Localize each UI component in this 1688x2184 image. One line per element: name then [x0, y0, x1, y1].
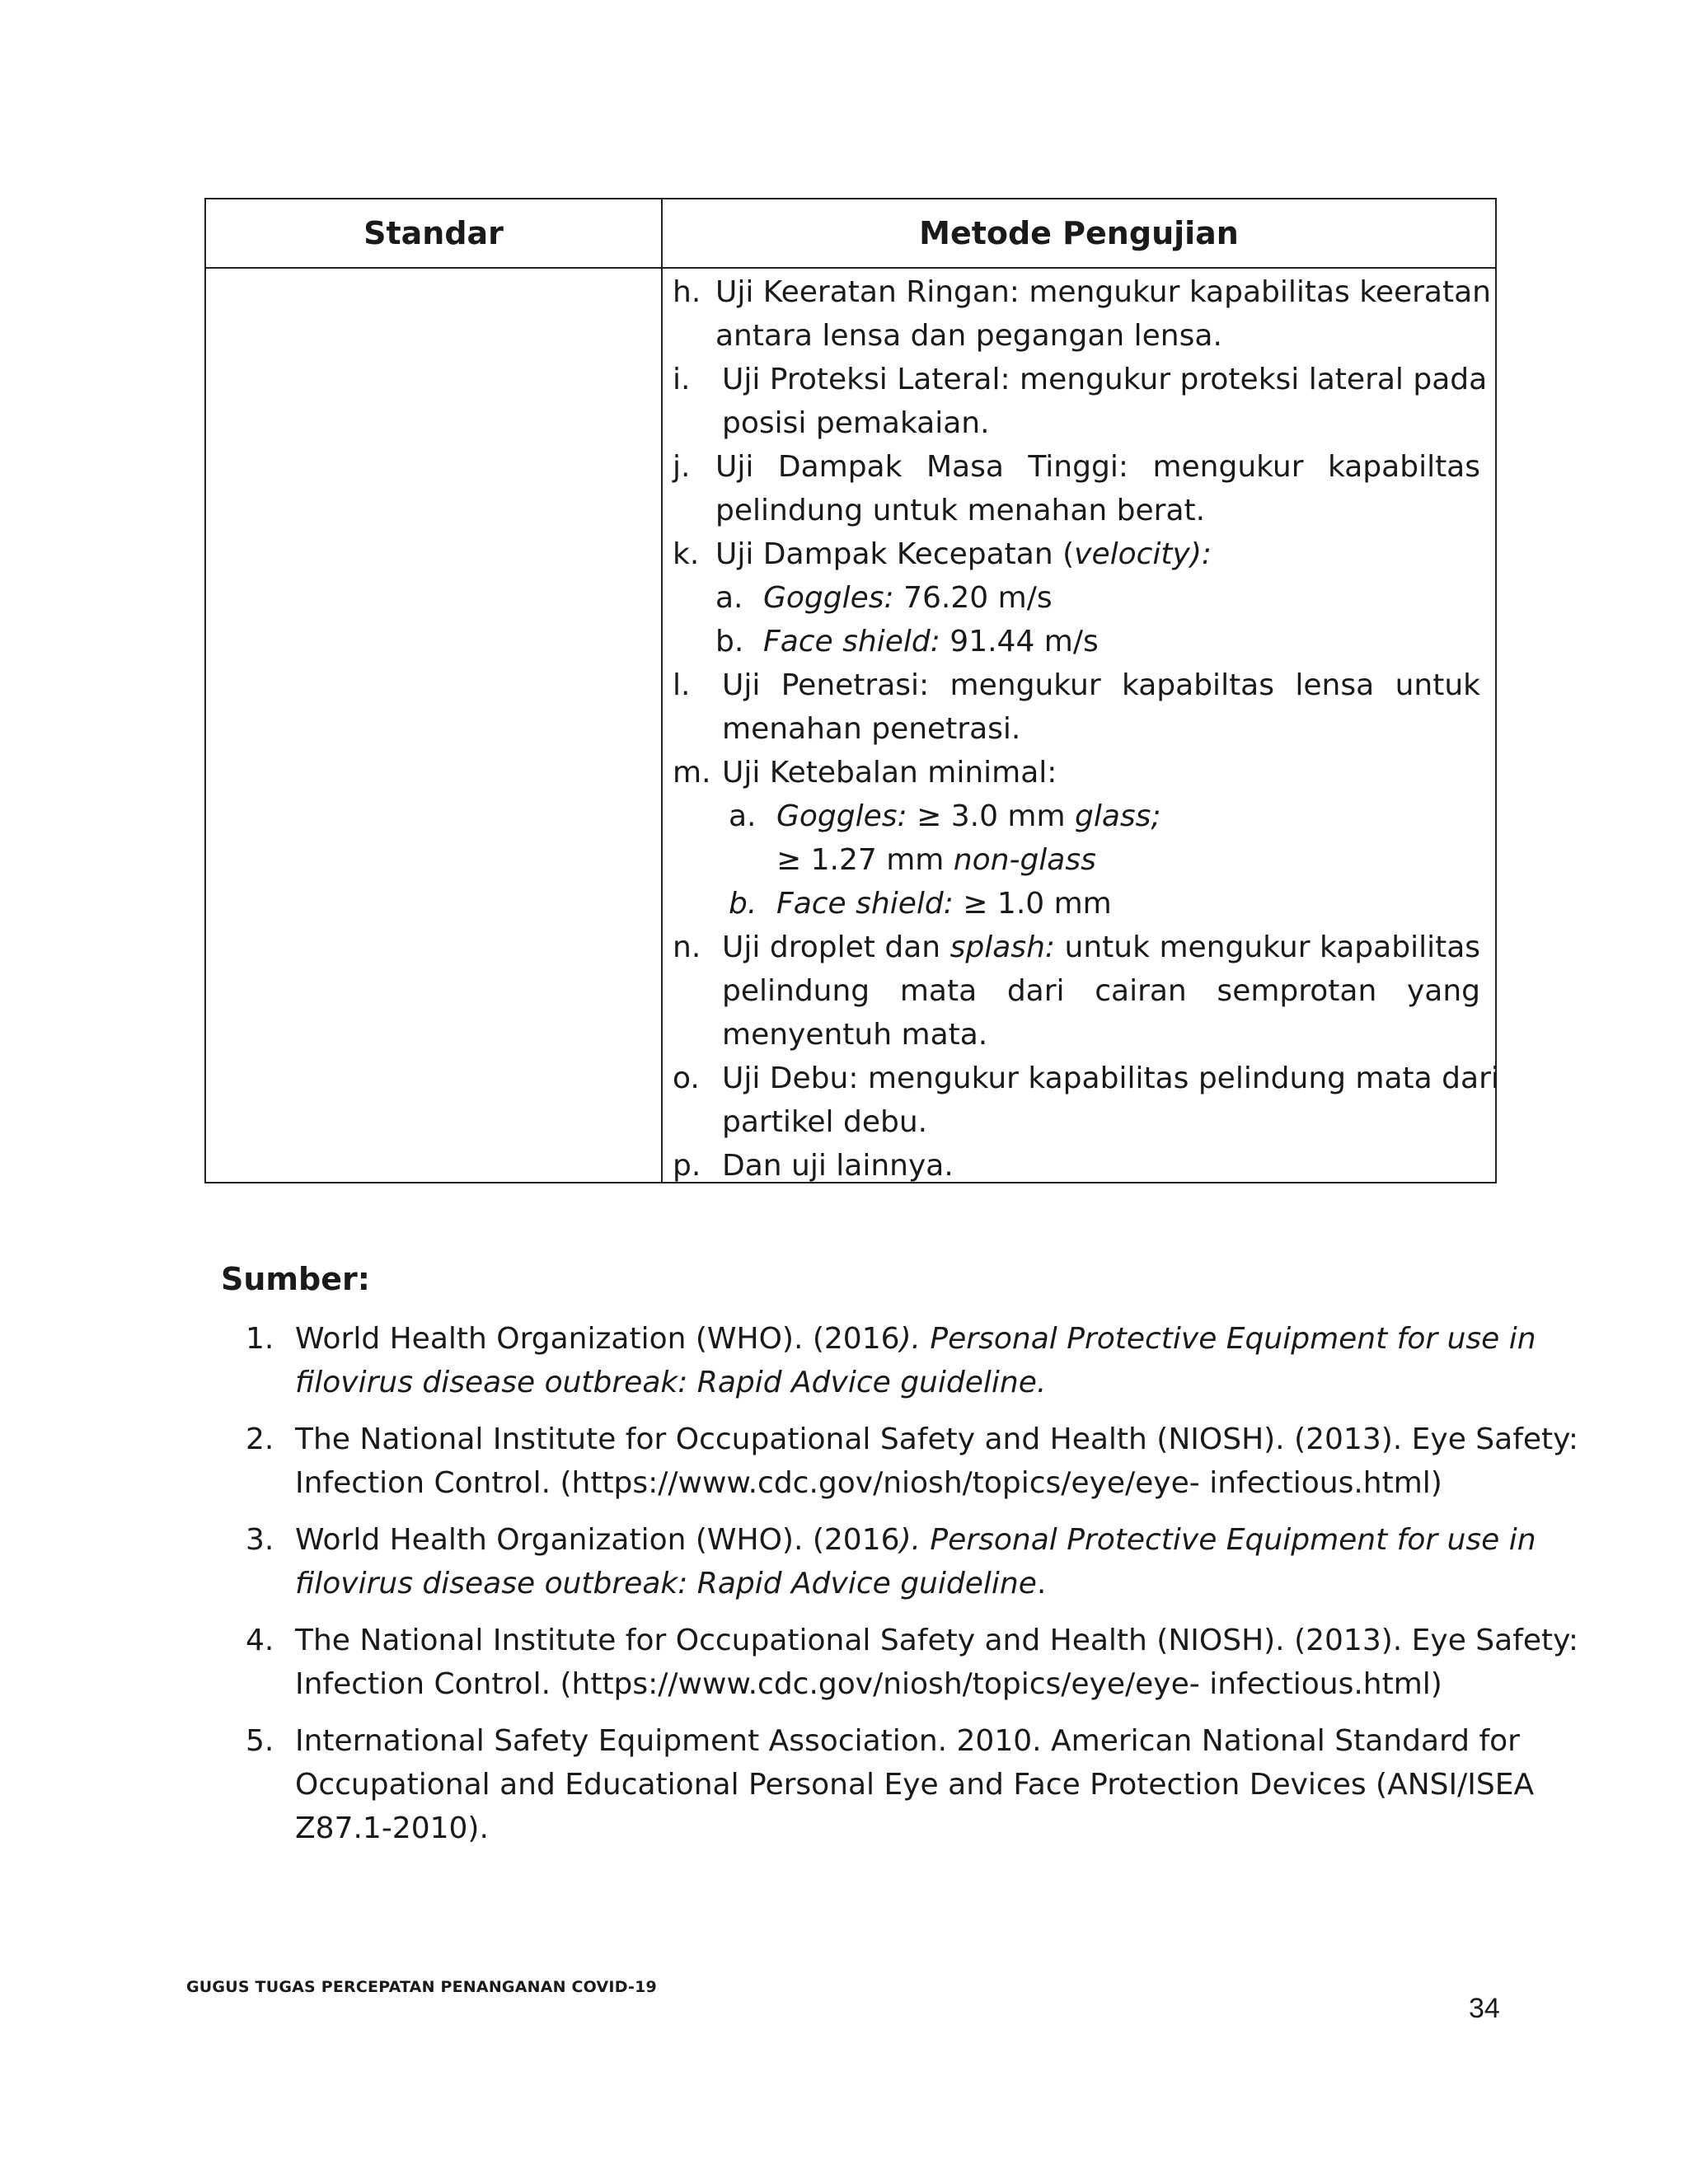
text-run-italic: Goggles:	[763, 581, 894, 615]
list-marker: o.	[673, 1062, 700, 1095]
list-marker: n.	[673, 930, 701, 964]
list-item-line: Uji Debu: mengukur kapabilitas pelindung mata dari	[722, 1062, 1499, 1095]
list-marker: h.	[673, 275, 701, 309]
list-item-line	[722, 926, 1480, 969]
sub-item-line	[776, 838, 1096, 882]
ref-line	[295, 1361, 1046, 1404]
ref-line: Occupational and Educational Personal Eye and Face Protection Devices (ANSI/ISEA	[295, 1768, 1535, 1802]
list-item-line: pelindung untuk menahan berat.	[715, 494, 1206, 527]
text-run-italic: Face shield:	[776, 887, 954, 921]
ref-number: 1.	[246, 1322, 274, 1356]
list-marker: j.	[673, 450, 691, 484]
text-run-italic: glass;	[1075, 799, 1161, 833]
text-run-italic: Face shield:	[763, 625, 940, 658]
page-number: 34	[1469, 1993, 1500, 2024]
text-run-italic: ). Personal Protective Equipment for use in	[899, 1523, 1536, 1557]
list-item-line: Uji Penetrasi: mengukur kapabiltas lensa untuk	[722, 668, 1480, 702]
text-run: Uji droplet dan	[722, 930, 950, 964]
text-run: ≥ 3.0 mm	[907, 799, 1075, 833]
text-run-italic: b.	[729, 887, 757, 921]
list-item-line: posisi pemakaian.	[722, 406, 990, 440]
ref-number: 4.	[246, 1624, 274, 1657]
text-run: Uji Dampak Kecepatan (	[715, 537, 1075, 571]
list-item-line: pelindung mata dari cairan semprotan yang	[722, 974, 1480, 1008]
text-run-italic: splash:	[950, 930, 1056, 964]
sub-item-line	[776, 882, 1112, 926]
text-run: World Health Organization (WHO). (2016	[295, 1322, 900, 1356]
list-item-line: partikel debu.	[722, 1105, 928, 1139]
ref-line	[295, 1317, 1536, 1361]
list-item-line: menahan penetrasi.	[722, 712, 1021, 746]
ref-line: The National Institute for Occupational Safety and Health (NIOSH). (2013). Eye Safety:	[295, 1422, 1578, 1456]
list-item-line	[715, 532, 1212, 576]
sub-marker: a.	[729, 799, 757, 833]
footer-organization: GUGUS TUGAS PERCEPATAN PENANGANAN COVID-19	[186, 1978, 657, 1996]
text-run: .	[1036, 1567, 1047, 1601]
text-run: World Health Organization (WHO). (2016	[295, 1523, 900, 1557]
list-marker: l.	[673, 668, 691, 702]
list-item-line: Uji Dampak Masa Tinggi: mengukur kapabiltas	[715, 450, 1480, 484]
text-run-italic: filovirus disease outbreak: Rapid Advice guideline	[295, 1567, 1037, 1601]
sub-marker: a.	[715, 581, 743, 615]
list-item-line: menyentuh mata.	[722, 1018, 988, 1052]
ref-line: International Safety Equipment Association. 2010. American National Standard for	[295, 1724, 1520, 1758]
list-item-line: Uji Ketebalan minimal:	[722, 756, 1057, 790]
text-run-italic: Goggles:	[776, 799, 907, 833]
ref-line: Infection Control. (https://www.cdc.gov/niosh/topics/eye/eye- infectious.html)	[295, 1466, 1442, 1500]
text-run: 91.44 m/s	[940, 625, 1099, 658]
ref-line: Z87.1-2010).	[295, 1811, 489, 1845]
sub-item-line	[776, 794, 1161, 838]
list-marker: m.	[673, 756, 711, 790]
sub-marker	[729, 882, 757, 926]
text-run-italic: non-glass	[953, 843, 1096, 877]
column-divider	[661, 199, 663, 1182]
sub-item-line	[763, 620, 1099, 663]
ref-number: 3.	[246, 1523, 274, 1557]
list-marker: k.	[673, 537, 700, 571]
text-run: untuk mengukur kapabilitas	[1055, 930, 1481, 964]
ref-line: The National Institute for Occupational Safety and Health (NIOSH). (2013). Eye Safety:	[295, 1624, 1578, 1657]
ref-number: 5.	[246, 1724, 274, 1758]
list-item-line: Uji Keeratan Ringan: mengukur kapabilitas keeratan	[715, 275, 1491, 309]
text-run-italic: velocity):	[1074, 537, 1212, 571]
list-marker: p.	[673, 1149, 701, 1183]
list-item-line: Dan uji lainnya.	[722, 1149, 954, 1183]
list-item-line: antara lensa dan pegangan lensa.	[715, 319, 1222, 353]
ref-line	[295, 1518, 1536, 1562]
text-run: 76.20 m/s	[893, 581, 1053, 615]
ref-line	[295, 1562, 1046, 1605]
text-run: ≥ 1.0 mm	[953, 887, 1112, 921]
text-run-italic: filovirus disease outbreak: Rapid Advice guideline.	[295, 1366, 1047, 1399]
text-run: ≥ 1.27 mm	[776, 843, 954, 877]
header-standar: Standar	[363, 215, 504, 251]
header-metode: Metode Pengujian	[919, 215, 1239, 251]
sub-item-line	[763, 576, 1053, 620]
sub-marker: b.	[715, 625, 744, 658]
text-run-italic: ). Personal Protective Equipment for use in	[899, 1322, 1536, 1356]
sumber-title: Sumber:	[221, 1261, 370, 1297]
ref-line: Infection Control. (https://www.cdc.gov/niosh/topics/eye/eye- infectious.html)	[295, 1667, 1442, 1701]
list-item-line: Uji Proteksi Lateral: mengukur proteksi lateral pada	[722, 363, 1488, 396]
list-marker: i.	[673, 363, 691, 396]
ref-number: 2.	[246, 1422, 274, 1456]
